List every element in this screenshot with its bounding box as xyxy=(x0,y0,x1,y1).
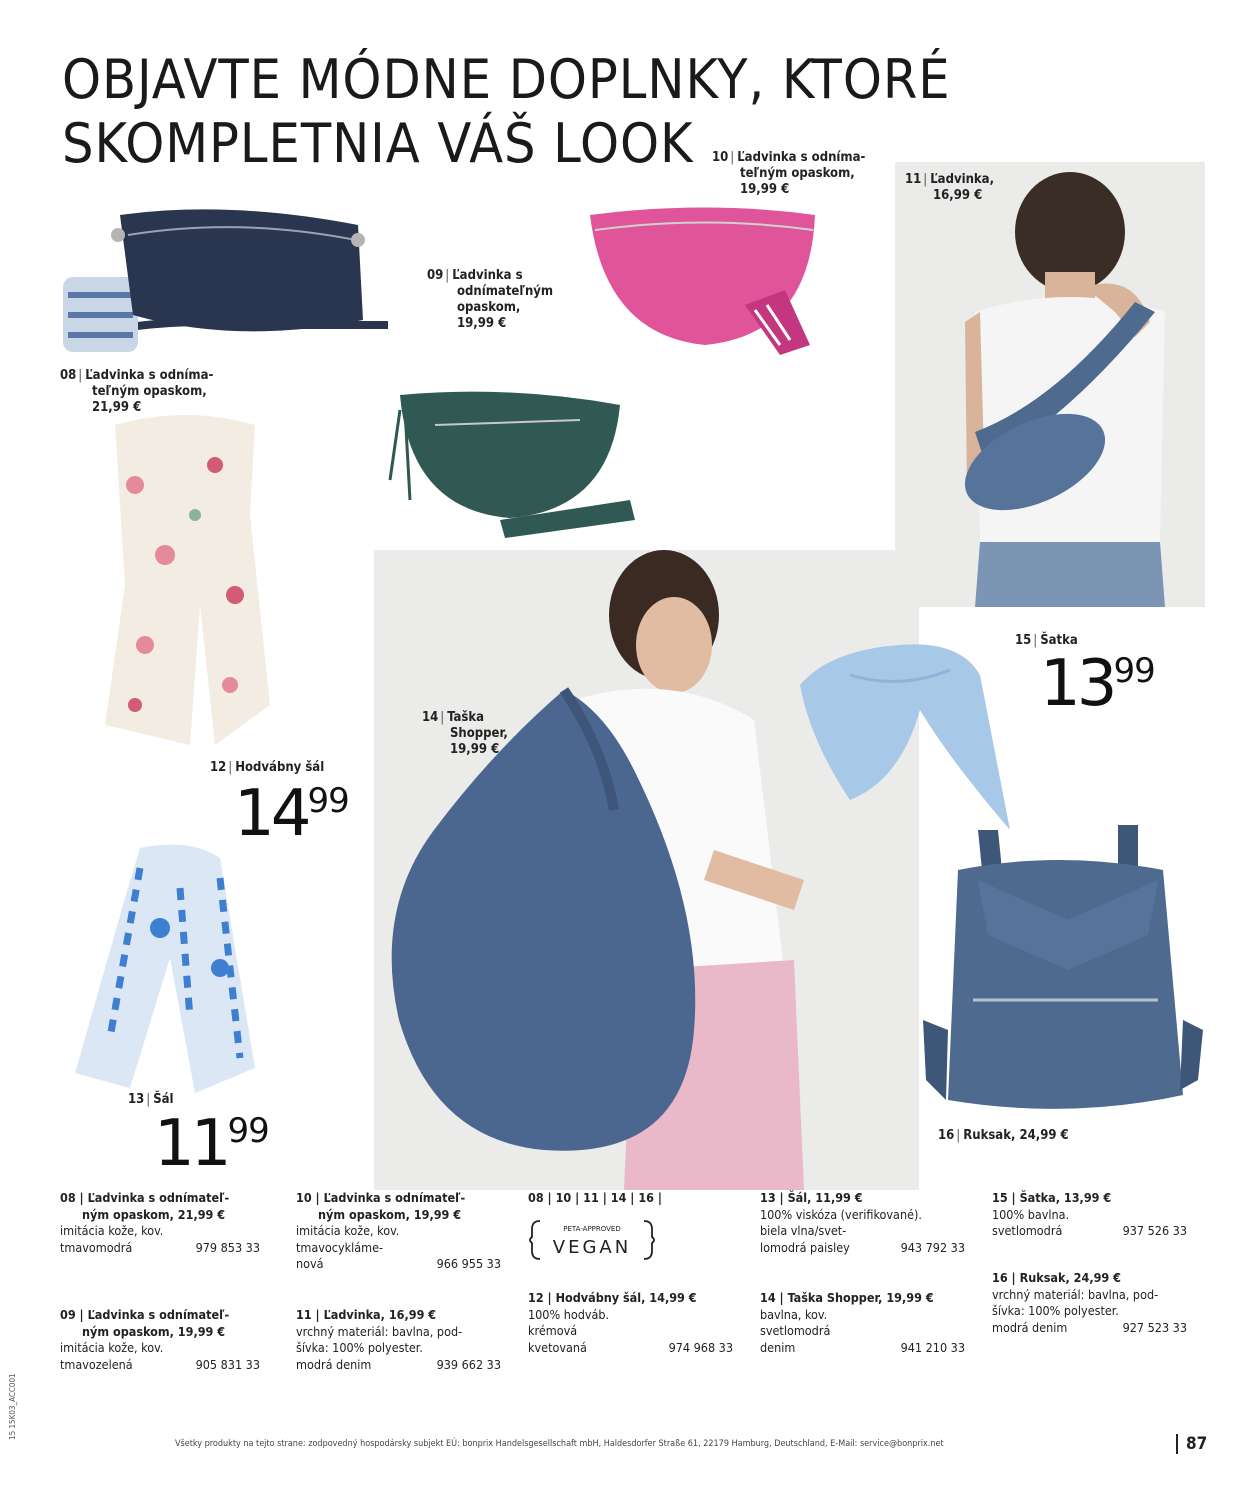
info-08-head1: 08 | Ľadvinka s odnímateľ- xyxy=(60,1190,230,1205)
label-11-number: 11 xyxy=(905,172,922,187)
label-16-name-price: Ruksak, 24,99 € xyxy=(963,1128,1069,1143)
info-vegan xyxy=(528,1190,728,1269)
info-08-material: imitácia kože, kov. xyxy=(60,1223,164,1238)
label-16: 16 | Ruksak, 24,99 € xyxy=(938,1128,1069,1143)
label-08-line2: teľným opaskom, xyxy=(92,384,207,399)
info-13-code: 943 792 33 xyxy=(900,1239,965,1255)
vegan-product-numbers: 08 | 10 | 11 | 14 | 16 | xyxy=(528,1190,662,1205)
info-10-color1: tmavocykláme- xyxy=(296,1239,384,1255)
label-08-number: 08 xyxy=(60,368,77,383)
info-09-head2: ným opaskom, 19,99 € xyxy=(82,1323,226,1339)
label-09-line1: Ľadvinka s xyxy=(452,268,523,283)
page-title-line1: OBJAVTE MÓDNE DOPLNKY, KTORÉ xyxy=(62,48,951,111)
label-10-price: 19,99 € xyxy=(740,182,790,197)
price-15 xyxy=(1040,647,1155,721)
label-10-line2: teľným opaskom, xyxy=(740,166,855,181)
label-11: 11 | Ľadvinka, 16,99 € xyxy=(905,172,995,203)
info-11 xyxy=(296,1307,501,1373)
info-10-color2: nová xyxy=(296,1256,324,1271)
info-10-material: imitácia kože, kov. xyxy=(296,1223,400,1238)
vegan-text: VEGAN xyxy=(552,1236,632,1258)
label-11-line1: Ľadvinka, xyxy=(930,172,995,187)
info-13-color2: lomodrá paisley xyxy=(760,1239,850,1255)
info-16-color: modrá denim xyxy=(992,1319,1068,1335)
info-10 xyxy=(296,1190,501,1273)
info-12-color2: kvetovaná xyxy=(528,1339,587,1355)
label-08: 08 | Ľadvinka s odníma- teľným opaskom, 21,99 € xyxy=(60,368,214,415)
label-09-line2: odnímateľným xyxy=(457,284,554,299)
label-16-number: 16 xyxy=(938,1128,955,1143)
navy-belt-bag-image xyxy=(58,195,408,360)
label-13-name: Šál xyxy=(153,1092,174,1107)
denim-backpack-image xyxy=(918,820,1208,1125)
label-12-name: Hodvábny šál xyxy=(235,760,325,775)
label-13-number: 13 xyxy=(128,1092,145,1107)
price-12-dec: 99 xyxy=(307,781,349,821)
info-09-color: tmavozelená xyxy=(60,1356,133,1372)
info-16-material2: šívka: 100% polyester. xyxy=(992,1303,1119,1318)
price-12-int: 14 xyxy=(234,777,308,851)
catalog-side-code: 15 15K03_ACC001 xyxy=(8,1373,17,1440)
info-15-color: svetlomodrá xyxy=(992,1223,1063,1238)
info-12-code: 974 968 33 xyxy=(668,1339,733,1355)
label-12: 12 | Hodvábny šál xyxy=(210,760,325,775)
page-number: 87 xyxy=(1186,1434,1208,1454)
label-15-number: 15 xyxy=(1015,633,1032,648)
price-13-dec: 99 xyxy=(227,1111,269,1151)
info-14-head: 14 | Taška Shopper, 19,99 € xyxy=(760,1290,934,1305)
green-belt-bag-image xyxy=(380,380,650,540)
blue-kerchief-image xyxy=(790,630,1015,840)
info-10-code: 966 955 33 xyxy=(436,1256,501,1271)
info-11-head: 11 | Ľadvinka, 16,99 € xyxy=(296,1307,437,1322)
info-16 xyxy=(992,1270,1187,1336)
info-15-code: 937 526 33 xyxy=(1122,1223,1187,1238)
info-09 xyxy=(60,1307,260,1373)
info-09-code: 905 831 33 xyxy=(195,1356,260,1372)
price-13 xyxy=(154,1107,269,1181)
info-15 xyxy=(992,1190,1187,1240)
label-14-line1: Taška xyxy=(447,710,485,725)
info-12-material: 100% hodváb. xyxy=(528,1306,610,1322)
info-09-head1: 09 | Ľadvinka s odnímateľ- xyxy=(60,1307,230,1322)
info-15-material: 100% bavlna. xyxy=(992,1206,1070,1222)
price-13-int: 11 xyxy=(154,1107,228,1181)
label-09-price: 19,99 € xyxy=(457,316,507,331)
label-14-number: 14 xyxy=(422,710,439,725)
info-13-head: 13 | Šál, 11,99 € xyxy=(760,1190,863,1205)
info-12-color1: krémová xyxy=(528,1323,578,1338)
blue-scarf-image xyxy=(70,838,270,1103)
info-11-material1: vrchný materiál: bavlna, pod- xyxy=(296,1323,463,1339)
legal-footer-note: Všetky produkty na tejto strane: zodpovedný hospodársky subjekt EÚ: bonprix Handelsgesellschaft mbH, Haldesdorfer Straße 61, 22179 Hamburg, Deutschland, E-Mail: service@bonprix.net xyxy=(175,1439,944,1449)
info-12-head: 12 | Hodvábny šál, 14,99 € xyxy=(528,1290,697,1305)
label-12-number: 12 xyxy=(210,760,227,775)
label-13: 13 | Šál xyxy=(128,1092,174,1107)
info-08-head2: ným opaskom, 21,99 € xyxy=(82,1206,226,1222)
label-14-line2: Shopper, xyxy=(450,726,508,741)
info-09-material: imitácia kože, kov. xyxy=(60,1340,164,1355)
label-10-line1: Ľadvinka s odníma- xyxy=(737,150,866,165)
label-08-price: 21,99 € xyxy=(92,400,142,415)
info-11-code: 939 662 33 xyxy=(436,1356,501,1372)
pink-belt-bag-image xyxy=(575,195,835,375)
info-15-head: 15 | Šatka, 13,99 € xyxy=(992,1190,1112,1205)
info-16-material1: vrchný materiál: bavlna, pod- xyxy=(992,1286,1159,1302)
floral-scarf-image xyxy=(95,405,275,750)
label-10: 10 | Ľadvinka s odníma- teľným opaskom, 19,99 € xyxy=(712,150,866,197)
info-11-color: modrá denim xyxy=(296,1356,372,1372)
peta-approved-text: PETA-APPROVED xyxy=(563,1224,621,1233)
label-15: 15 | Šatka xyxy=(1015,633,1078,648)
model-back-illustration xyxy=(895,162,1205,607)
info-14 xyxy=(760,1290,965,1356)
page-number-divider xyxy=(1176,1434,1178,1454)
info-10-head1: 10 | Ľadvinka s odnímateľ- xyxy=(296,1190,466,1205)
price-15-dec: 99 xyxy=(1113,651,1155,691)
info-11-material2: šívka: 100% polyester. xyxy=(296,1340,423,1355)
price-15-int: 13 xyxy=(1040,647,1114,721)
info-16-code: 927 523 33 xyxy=(1122,1319,1187,1335)
label-08-line1: Ľadvinka s odníma- xyxy=(85,368,214,383)
info-13 xyxy=(760,1190,965,1256)
info-14-material: bavlna, kov. xyxy=(760,1306,828,1322)
label-14-price: 19,99 € xyxy=(450,742,500,757)
photo-model-denim-belt-bag xyxy=(895,162,1205,607)
info-14-color2: denim xyxy=(760,1339,796,1355)
info-13-material: 100% viskóza (verifikované). xyxy=(760,1206,922,1222)
peta-vegan-logo xyxy=(528,1215,656,1265)
info-16-head: 16 | Ruksak, 24,99 € xyxy=(992,1270,1121,1285)
info-14-color1: svetlomodrá xyxy=(760,1323,831,1338)
info-08 xyxy=(60,1190,260,1256)
info-13-color1: biela vlna/svet- xyxy=(760,1223,847,1238)
price-12 xyxy=(234,777,349,851)
info-10-head2: ným opaskom, 19,99 € xyxy=(318,1206,462,1222)
label-14: 14 | Taška Shopper, 19,99 € xyxy=(422,710,508,757)
label-09-number: 09 xyxy=(427,268,444,283)
label-11-price: 16,99 € xyxy=(933,188,983,203)
info-08-code: 979 853 33 xyxy=(195,1239,260,1255)
info-14-code: 941 210 33 xyxy=(900,1339,965,1355)
info-08-color: tmavomodrá xyxy=(60,1239,133,1255)
label-15-name: Šatka xyxy=(1040,633,1078,648)
page-title-line2: SKOMPLETNIA VÁŠ LOOK xyxy=(62,112,694,175)
info-12 xyxy=(528,1290,733,1356)
label-09: 09 | Ľadvinka s odnímateľným opaskom, 19,99 € xyxy=(427,268,554,331)
label-09-line3: opaskom, xyxy=(457,300,521,315)
label-10-number: 10 xyxy=(712,150,729,165)
